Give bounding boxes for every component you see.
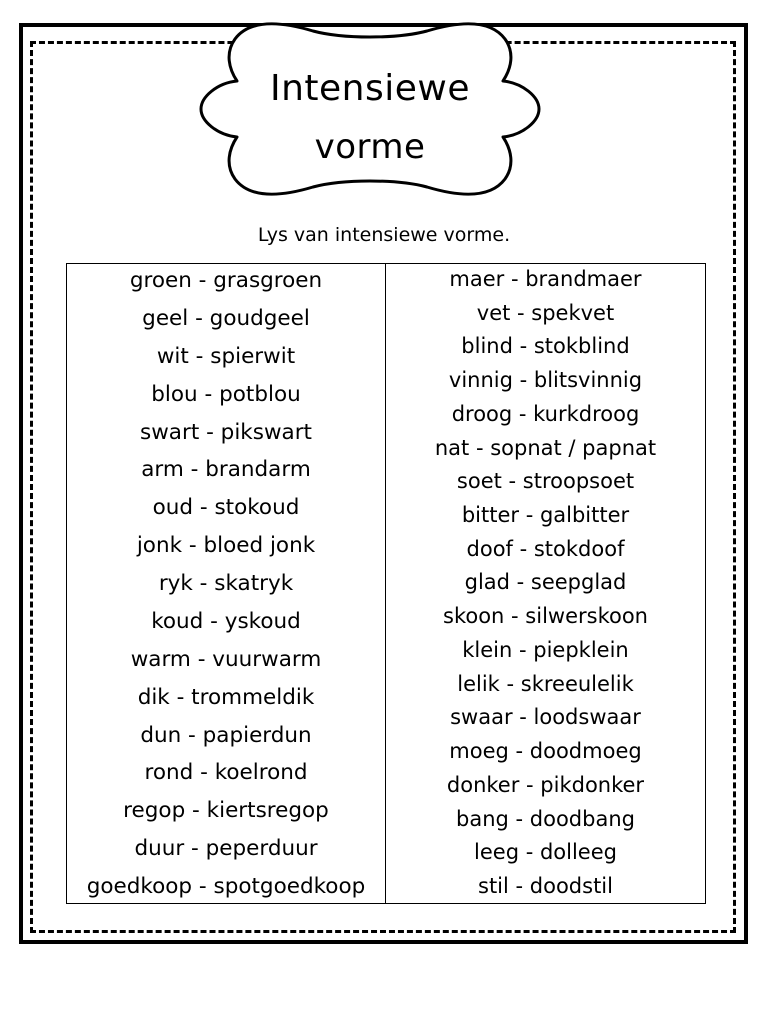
word-pair: bitter - galbitter xyxy=(461,503,630,528)
word-pair: wit - spierwit xyxy=(156,343,296,369)
word-pair: maer - brandmaer xyxy=(449,267,642,291)
word-table xyxy=(66,263,706,904)
word-pair: dun - papierdun xyxy=(140,722,312,748)
word-column-left xyxy=(67,264,386,903)
word-pair: donker - pikdonker xyxy=(446,772,645,797)
decorative-frame-shape xyxy=(193,11,547,207)
word-pair: regop - kiertsregop xyxy=(123,798,329,824)
word-pair: droog - kurkdroog xyxy=(451,401,640,426)
word-pair: lelik - skreeulelik xyxy=(457,671,634,696)
word-pair: moeg - doodmoeg xyxy=(449,739,642,764)
word-pair: soet - stroopsoet xyxy=(456,469,635,494)
word-pair: duur - peperduur xyxy=(134,836,318,862)
word-pair: koud - yskoud xyxy=(151,608,301,634)
word-pair: blind - stokblind xyxy=(461,334,630,359)
word-pair: dik - trommeldik xyxy=(137,684,315,710)
word-pair: nat - sopnat / papnat xyxy=(434,435,657,460)
word-pair: vinnig - blitsvinnig xyxy=(448,368,643,393)
word-pair: oud - stokoud xyxy=(152,495,300,521)
title-plaque xyxy=(193,11,547,207)
word-pair: bang - doodbang xyxy=(456,806,635,831)
word-pair: doof - stokdoof xyxy=(466,536,625,561)
word-pair: rond - koelrond xyxy=(144,760,308,786)
word-pair: goedkoop - spotgoedkoop xyxy=(86,874,366,899)
word-pair: arm - brandarm xyxy=(141,457,311,483)
word-column-right xyxy=(386,264,705,903)
word-pair: warm - vuurwarm xyxy=(130,646,322,672)
word-pair: groen - grasgroen xyxy=(129,268,323,293)
page-title-line-1: Intensiewe xyxy=(269,68,470,109)
word-pair: stil - doodstil xyxy=(478,873,613,898)
word-pair: leeg - dolleeg xyxy=(474,840,617,865)
word-pair: jonk - bloed jonk xyxy=(136,533,316,559)
word-pair: glad - seepglad xyxy=(464,570,627,595)
word-pair: skoon - silwerskoon xyxy=(443,604,648,629)
subtitle: Lys van intensiewe vorme. xyxy=(257,224,511,246)
word-pair: swart - pikswart xyxy=(140,419,312,445)
word-pair: klein - piepklein xyxy=(462,637,629,662)
word-pair: geel - goudgeel xyxy=(142,305,310,331)
word-pair: vet - spekvet xyxy=(476,300,615,325)
word-pair: ryk - skatryk xyxy=(158,571,294,596)
page-title-line-2: vorme xyxy=(314,127,426,167)
word-pair: swaar - loodswaar xyxy=(450,705,641,730)
word-pair: blou - potblou xyxy=(151,381,301,407)
